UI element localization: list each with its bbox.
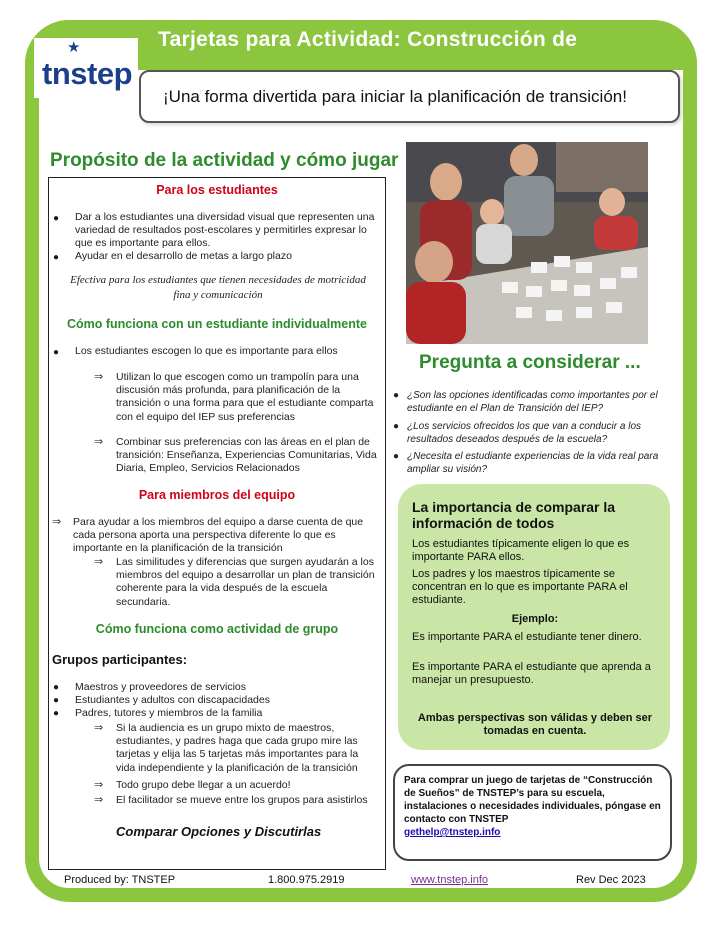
footer-produced: Produced by: TNSTEP — [64, 874, 176, 886]
footer-phone: 1.800.975.2919 — [268, 874, 345, 886]
team-heading: Para miembros del equipo — [138, 488, 296, 502]
bullet-icon: ● — [393, 421, 400, 432]
students-bullet-2: Ayudar en el desarrollo de metas a largo plazo — [75, 250, 292, 262]
tagline-box — [139, 70, 680, 123]
activity-photo — [406, 142, 648, 344]
example-heading: Ejemplo: — [511, 613, 559, 625]
contact-text-block — [404, 774, 666, 839]
participants-heading: Grupos participantes: — [52, 652, 188, 667]
photo-illustration — [406, 142, 648, 344]
bullet-icon: ● — [53, 682, 60, 693]
contact-email-link[interactable]: gethelp@tnstep.info — [404, 827, 501, 838]
effective-note: Efectiva para los estudiantes que tienen necesidades de motricidad fina y comunicación — [70, 274, 366, 301]
bullet-icon: ● — [393, 390, 400, 401]
participant-3: Padres, tutores y miembros de la familia — [75, 707, 263, 719]
group-heading: Cómo funciona como actividad de grupo — [95, 622, 339, 636]
page-title: Tarjetas para Actividad: Construcción de — [158, 28, 578, 51]
team-arrow: Para ayudar a los miembros del equipo a darse cuenta de que cada persona aporta una perspectiva diferente lo que es importante en la planificación de la transición — [73, 516, 364, 555]
example-1: Es importante PARA el estudiante tener dinero. — [412, 631, 642, 643]
arrow-icon: ⇒ — [94, 779, 104, 791]
arrow-icon: ⇒ — [94, 556, 104, 568]
importance-p2: Los padres y los maestros típicamente se concentran en lo que es importante PARA el estudiante. — [412, 568, 628, 606]
individual-arrow-2: Combinar sus preferencias con las áreas en el plan de transición: Enseñanza, Experiencias Comunitarias, Vida Diaria, Empleo, Servicios Relacionados — [116, 436, 377, 475]
importance-title: La importancia de comparar la información de todos — [412, 499, 616, 531]
purpose-heading: Propósito de la actividad y cómo jugar — [50, 150, 399, 171]
arrow-icon: ⇒ — [52, 516, 62, 528]
students-heading: Para los estudiantes — [156, 183, 278, 197]
students-bullet-1: Dar a los estudiantes una diversidad visual que representen una variedad de resultados post-escolares y permitirles expresar lo que es importante para ellos. — [75, 211, 375, 250]
individual-bullet: Los estudiantes escogen lo que es importante para ellos — [75, 345, 338, 357]
importance-p1: Los estudiantes típicamente eligen lo que es importante PARA ellos. — [412, 538, 630, 563]
bullet-icon: ● — [53, 252, 60, 263]
questions-heading: Pregunta a considerar ... — [419, 352, 641, 373]
bullet-icon: ● — [53, 695, 60, 706]
bullet-icon: ● — [53, 347, 60, 358]
example-2: Es importante PARA el estudiante que aprenda a manejar un presupuesto. — [412, 661, 651, 686]
arrow-icon: ⇒ — [94, 371, 104, 383]
arrow-icon: ⇒ — [94, 794, 104, 806]
footer-revision: Rev Dec 2023 — [576, 874, 646, 886]
participant-1: Maestros y proveedores de servicios — [75, 681, 246, 693]
individual-heading: Cómo funciona con un estudiante individualmente — [66, 317, 368, 331]
participant-2: Estudiantes y adultos con discapacidades — [75, 694, 270, 706]
star-icon: ★ — [67, 39, 81, 56]
participant-arrow-1: Si la audiencia es un grupo mixto de maestros, estudiantes, y padres haga que cada grupo mire las tarjetas y elija las 5 tarjetas más importantes para la vida independiente y la planificación de la transición — [116, 722, 359, 774]
importance-conclusion: Ambas perspectivas son válidas y deben ser tomadas en cuenta. — [417, 712, 653, 737]
team-sub-arrow: Las similitudes y diferencias que surgen ayudarán a los miembros del equipo a desarrollar un plan de transición coherente para la vida después de la escuela secundaria. — [116, 556, 375, 608]
bullet-icon: ● — [53, 213, 60, 224]
participant-arrow-2: Todo grupo debe llegar a un acuerdo! — [116, 779, 291, 791]
question-item-1: ● ¿Son las opciones identificadas como importantes por el estudiante en el Plan de Transición del IEP? — [393, 390, 658, 414]
tagline-text: ¡Una forma divertida para iniciar la planificación de transición! — [163, 86, 627, 106]
question-item-2: ● ¿Los servicios ofrecidos los que van a conducir a los resultados deseados después de la escuela? — [393, 421, 642, 445]
tnstep-logo: tnstep — [42, 56, 132, 91]
arrow-icon: ⇒ — [94, 722, 104, 734]
question-item-3: ● ¿Necesita el estudiante experiencias de la vida real para ampliar su visión? — [393, 451, 659, 475]
compare-options: Comparar Opciones y Discutirlas — [116, 824, 322, 839]
contact-text: Para comprar un juego de tarjetas de “Construcción de Sueños” de TNSTEP’s para su escuela, instalaciones o necesidades individuales, póngase en contacto con TNSTEP — [404, 775, 661, 825]
participant-arrow-3: El facilitador se mueve entre los grupos para asistirlos — [116, 794, 368, 806]
bullet-icon: ● — [53, 708, 60, 719]
individual-arrow-1: Utilizan lo que escogen como un trampolín para una discusión más profunda, para planificación de la transición o una forma para que el estudiante comparta con el equipo del IEP sus preferencias — [116, 371, 374, 423]
arrow-icon: ⇒ — [94, 436, 104, 448]
bullet-icon: ● — [393, 451, 400, 462]
footer-website-link[interactable]: www.tnstep.info — [411, 874, 489, 886]
